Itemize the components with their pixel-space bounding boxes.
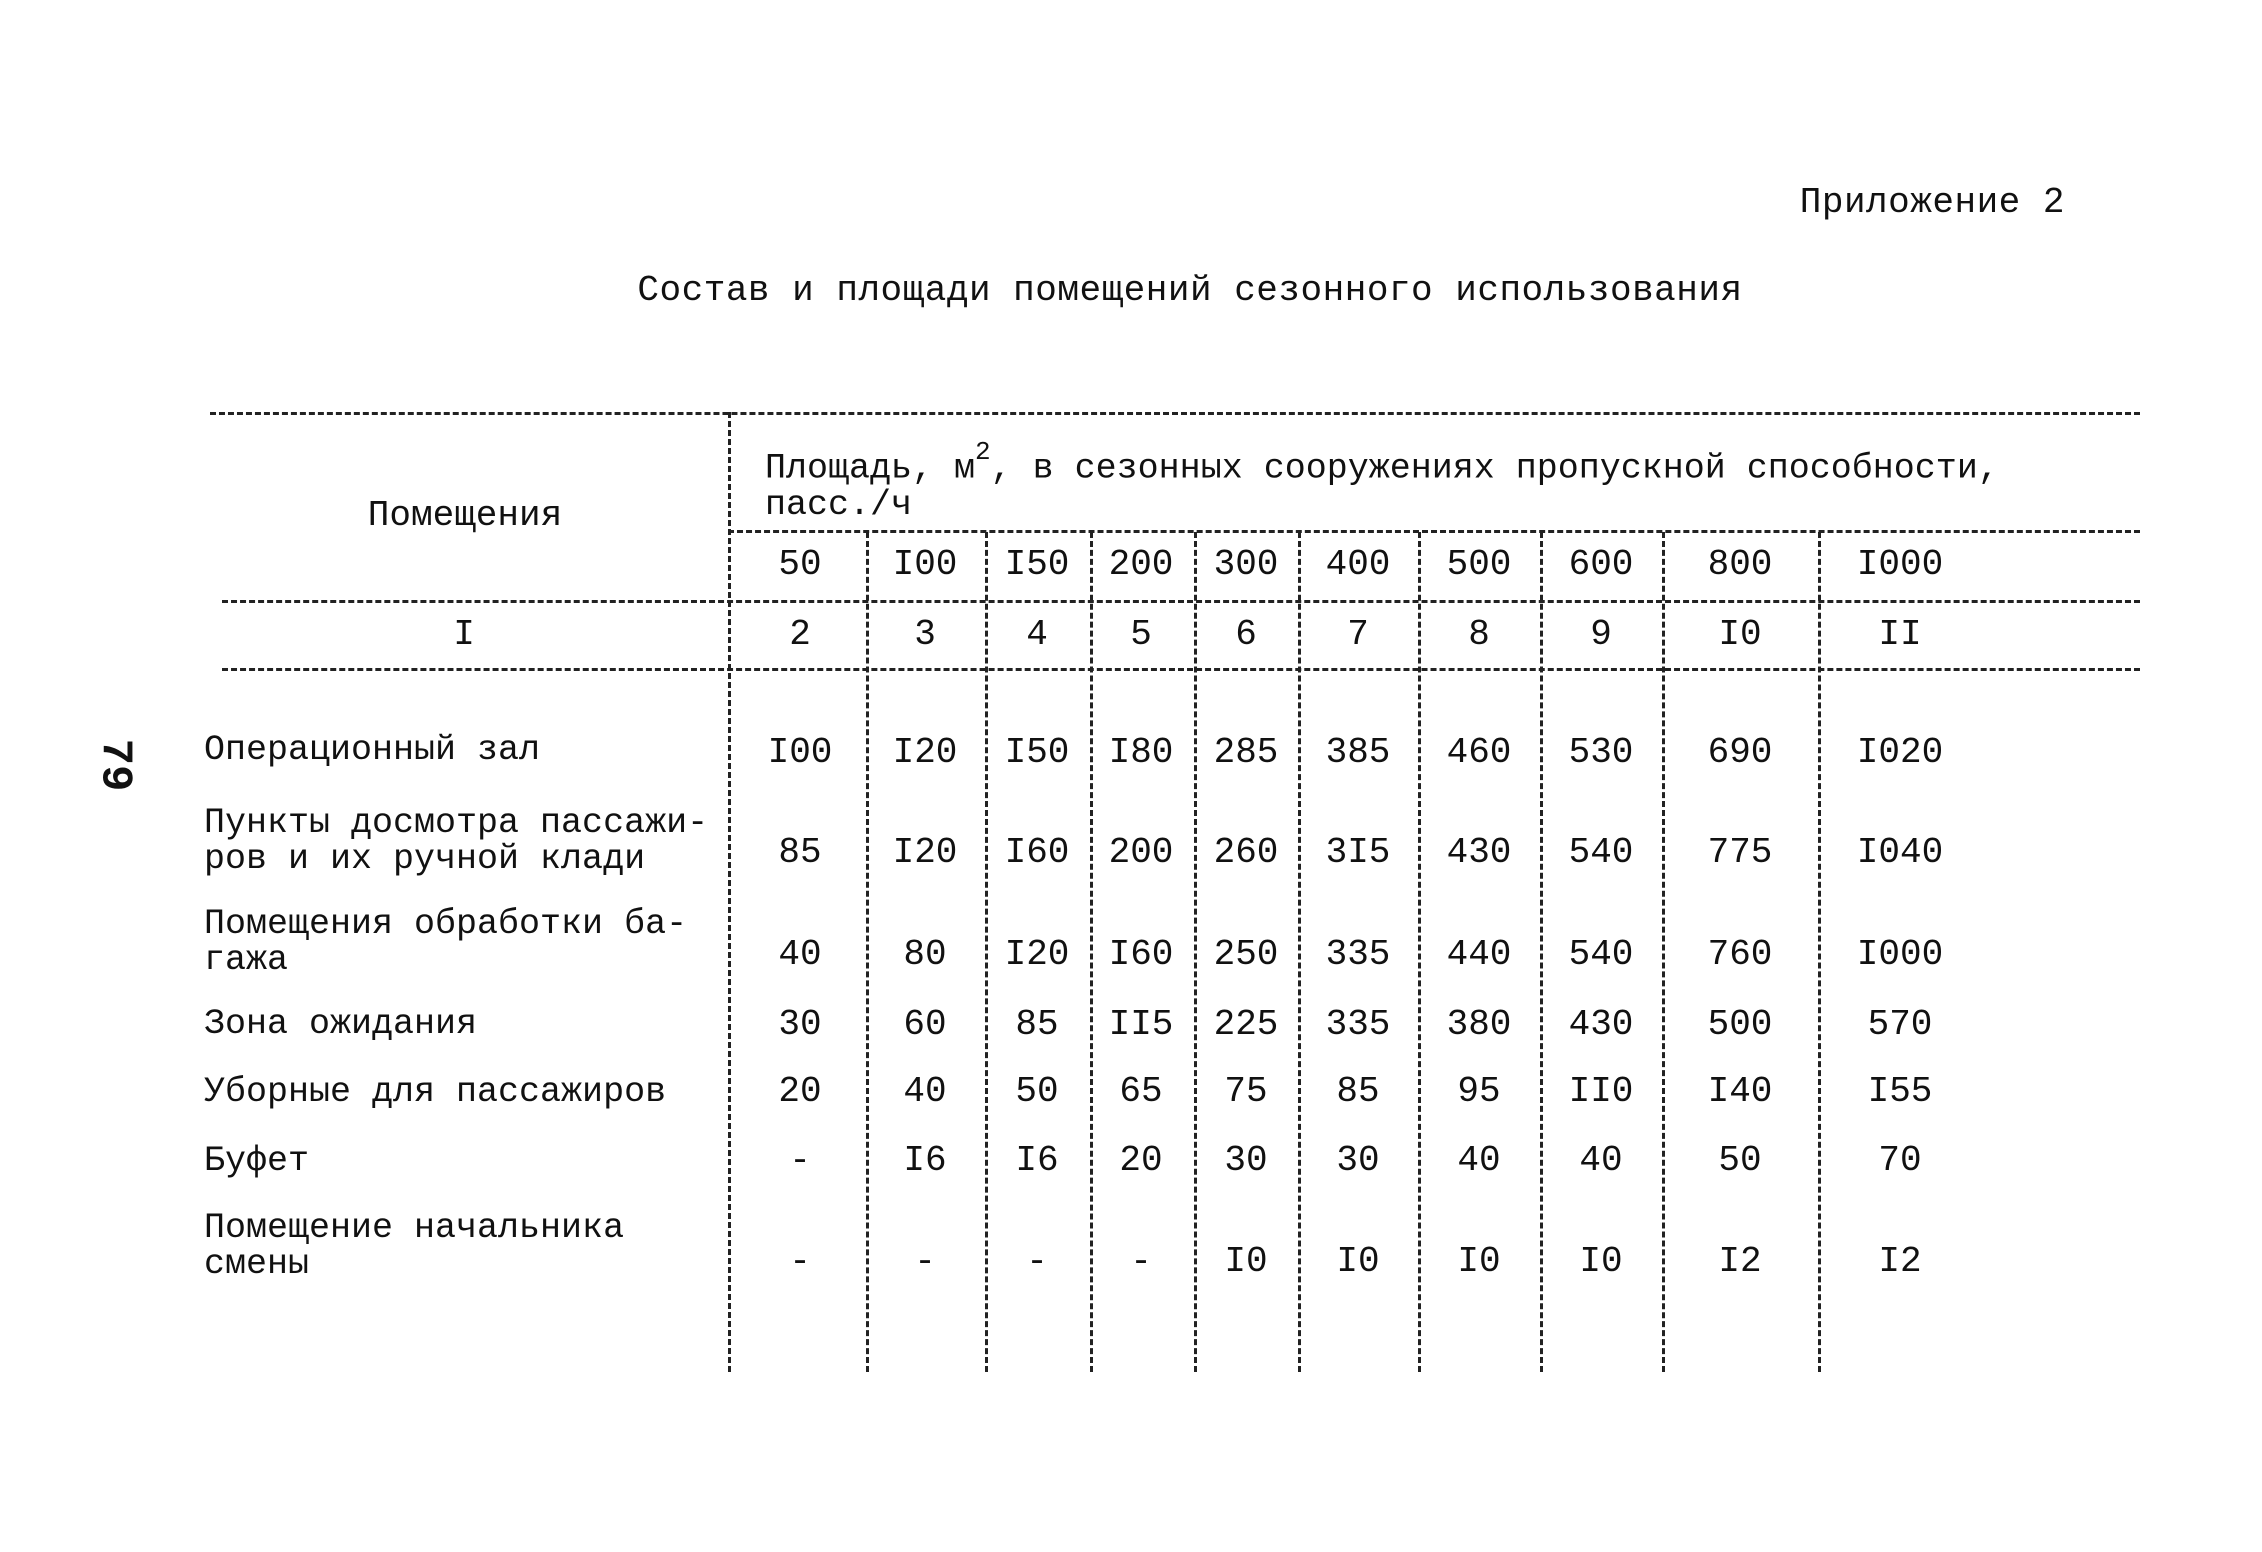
table-top-rule: [210, 412, 2140, 415]
table-cell: 775: [1707, 832, 1773, 873]
table-cell: 85: [778, 832, 822, 873]
table-cell: I40: [1707, 1071, 1773, 1112]
table-cell: 380: [1446, 1004, 1512, 1045]
table-cell: 250: [1213, 934, 1279, 975]
row-label: [204, 1143, 724, 1179]
table-cell: I6: [903, 1140, 947, 1181]
column-divider: [1818, 532, 1821, 1372]
rooms-column-header: Помещения: [367, 495, 563, 536]
row-label: [204, 1074, 724, 1110]
row-label-line: Зона ожидания: [204, 1004, 478, 1044]
table-cell: I50: [1004, 732, 1070, 773]
table-cell: II0: [1568, 1071, 1634, 1112]
table-cell: 460: [1446, 732, 1512, 773]
table-cell: 95: [1457, 1071, 1501, 1112]
table-cell: 3I5: [1325, 832, 1391, 873]
capacity-header-cell: 500: [1446, 544, 1512, 585]
table-cell: 40: [903, 1071, 947, 1112]
column-number-cell: 2: [789, 614, 811, 655]
capacity-header-cell: 50: [778, 544, 822, 585]
table-cell: I80: [1108, 732, 1174, 773]
table-cell: 335: [1325, 1004, 1391, 1045]
table-cell: 335: [1325, 934, 1391, 975]
column-number-cell: II: [1878, 614, 1922, 655]
table-cell: I020: [1856, 732, 1944, 773]
table-cell: 200: [1108, 832, 1174, 873]
row-label-line: Помещения обработки ба-: [204, 904, 688, 944]
row-label: [204, 1210, 724, 1282]
row-label-line: Буфет: [204, 1141, 310, 1181]
capacity-header-cell: I00: [892, 544, 958, 585]
table-cell: 540: [1568, 832, 1634, 873]
row-label: [204, 1006, 724, 1042]
row-label-line: Пункты досмотра пассажи-: [204, 803, 709, 843]
column-number-cell: 5: [1130, 614, 1152, 655]
table-cell: 50: [1015, 1071, 1059, 1112]
table-cell: I55: [1867, 1071, 1933, 1112]
table-cell: 30: [1336, 1140, 1380, 1181]
row-label-line: гажа: [204, 940, 289, 980]
area-group-header: [765, 437, 2105, 525]
column-number-cell: 3: [914, 614, 936, 655]
area-header-text: Площадь, м: [765, 448, 976, 489]
table-cell: I2: [1718, 1241, 1762, 1282]
header-bottom-rule: [222, 600, 2140, 603]
table-cell: 40: [1579, 1140, 1623, 1181]
column-number-cell: 7: [1347, 614, 1369, 655]
capacity-header-cell: 200: [1108, 544, 1174, 585]
table-cell: I000: [1856, 934, 1944, 975]
table-cell: I0: [1224, 1241, 1268, 1282]
table-cell: 385: [1325, 732, 1391, 773]
column-number-cell: I0: [1718, 614, 1762, 655]
table-cell: I2: [1878, 1241, 1922, 1282]
table-cell: I0: [1336, 1241, 1380, 1282]
table-cell: I00: [767, 732, 833, 773]
table-cell: 40: [778, 934, 822, 975]
capacity-header-cell: I50: [1004, 544, 1070, 585]
table-cell: I0: [1457, 1241, 1501, 1282]
table-cell: I20: [1004, 934, 1070, 975]
column-divider: [1662, 532, 1665, 1372]
table-cell: 40: [1457, 1140, 1501, 1181]
table-cell: I20: [892, 732, 958, 773]
table-cell: I0: [1579, 1241, 1623, 1282]
row-label: [204, 732, 724, 768]
table-cell: 760: [1707, 934, 1773, 975]
row-label: [204, 906, 724, 978]
page-number: 79: [89, 738, 140, 792]
table-cell: 260: [1213, 832, 1279, 873]
table-cell: 285: [1213, 732, 1279, 773]
table-cell: -: [789, 1241, 811, 1282]
table-cell: 570: [1867, 1004, 1933, 1045]
table-cell: 75: [1224, 1071, 1268, 1112]
appendix-label: Приложение 2: [1799, 182, 2065, 223]
table-cell: II5: [1108, 1004, 1174, 1045]
document-title: Состав и площади помещений сезонного использования: [637, 270, 1743, 311]
column-number-cell: I: [453, 614, 475, 655]
table-cell: 440: [1446, 934, 1512, 975]
column-number-cell: 8: [1468, 614, 1490, 655]
capacity-header-rule: [728, 530, 2140, 533]
table-cell: 30: [1224, 1140, 1268, 1181]
column-numbers-rule: [222, 668, 2140, 671]
table-cell: I20: [892, 832, 958, 873]
table-cell: 530: [1568, 732, 1634, 773]
column-number-cell: 4: [1026, 614, 1048, 655]
capacity-header-cell: 400: [1325, 544, 1391, 585]
table-cell: 430: [1568, 1004, 1634, 1045]
row-label: [204, 805, 724, 877]
table-cell: 540: [1568, 934, 1634, 975]
row-label-line: Операционный зал: [204, 730, 541, 770]
table-cell: -: [1130, 1241, 1152, 1282]
capacity-header-cell: I000: [1856, 544, 1944, 585]
capacity-header-cell: 800: [1707, 544, 1773, 585]
area-header-unit: пасс./ч: [765, 484, 913, 525]
row-label-line: ров и их ручной клади: [204, 839, 646, 879]
row-label-line: смены: [204, 1244, 310, 1284]
capacity-header-cell: 300: [1213, 544, 1279, 585]
table-cell: 50: [1718, 1140, 1762, 1181]
table-cell: 80: [903, 934, 947, 975]
table-cell: -: [1026, 1241, 1048, 1282]
area-header-text-tail: , в сезонных сооружениях пропускной способности,: [990, 448, 1999, 489]
table-cell: 30: [778, 1004, 822, 1045]
table-cell: 20: [1119, 1140, 1163, 1181]
row-label-line: Помещение начальника: [204, 1208, 625, 1248]
row-label-line: Уборные для пассажиров: [204, 1072, 667, 1112]
table-cell: 65: [1119, 1071, 1163, 1112]
table-cell: I6: [1015, 1140, 1059, 1181]
column-number-cell: 6: [1235, 614, 1257, 655]
capacity-header-cell: 600: [1568, 544, 1634, 585]
area-header-superscript: 2: [975, 437, 991, 467]
column-divider: [728, 412, 731, 1372]
table-cell: I60: [1004, 832, 1070, 873]
table-cell: -: [914, 1241, 936, 1282]
table-cell: 690: [1707, 732, 1773, 773]
table-cell: 60: [903, 1004, 947, 1045]
table-cell: 85: [1336, 1071, 1380, 1112]
table-cell: I040: [1856, 832, 1944, 873]
table-cell: 70: [1878, 1140, 1922, 1181]
column-number-cell: 9: [1590, 614, 1612, 655]
table-cell: 85: [1015, 1004, 1059, 1045]
table-cell: 20: [778, 1071, 822, 1112]
table-cell: 500: [1707, 1004, 1773, 1045]
table-cell: I60: [1108, 934, 1174, 975]
table-cell: -: [789, 1140, 811, 1181]
table-cell: 430: [1446, 832, 1512, 873]
table-cell: 225: [1213, 1004, 1279, 1045]
